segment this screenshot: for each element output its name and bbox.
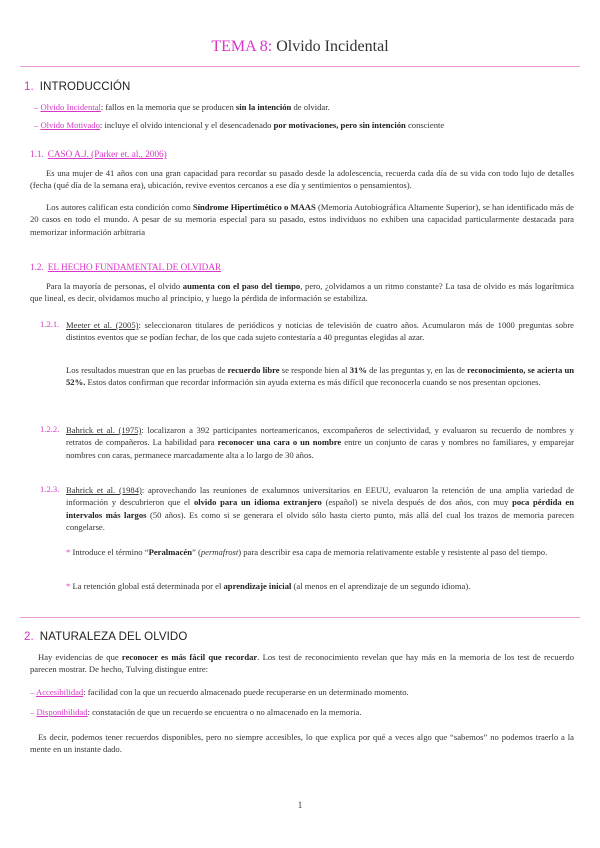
- paragraph: Es una mujer de 41 años con una gran capacidad para recordar su pasado desde la adolescencia, recuerda cada día de su vida con todo lujo de detalles (fecha (qué día de la semana era), ubicación, revive eventos cercanos a ese día y sentimientos o pensamientos).: [30, 168, 574, 191]
- item-number: 1.2.1.: [40, 319, 60, 329]
- paragraph: Los autores califican esta condición como Síndrome Hipertimético o MAAS (Memoria Autobiográfica Altamente Superior), se han identificado más de 20 casos en todo el mundo. A pesar de su memoria especial para su pasado, estos individuos no exhiben una capacidad particularmente destacada para memorizar información arbitraria: [30, 202, 574, 237]
- asterisk-bullet-icon: *: [66, 581, 71, 591]
- term-olvido-motivado: Olvido Motivado: [40, 120, 100, 130]
- title-text: Olvido Incidental: [276, 38, 389, 55]
- definition-disponibilidad: – Disponibilidad: constatación de que un recuerdo se encuentra o no almacenado en la memoria.: [30, 707, 362, 717]
- term-accesibilidad: Accesibilidad: [35, 687, 84, 697]
- paragraph: Es decir, podemos tener recuerdos disponibles, pero no siempre accesibles, lo que explica por qué a veces algo que “sabemos” no podemos traerlo a la mente en un instante dado.: [30, 732, 574, 755]
- definition-accesibilidad: – Accesibilidad: facilidad con la que un recuerdo almacenado puede recuperarse en un determinado momento.: [30, 687, 409, 697]
- title-divider: [20, 66, 580, 67]
- section-title: INTRODUCCIÓN: [39, 81, 131, 93]
- citation: Bahrick et al. (1975): [66, 425, 142, 435]
- section-number: 1.: [24, 81, 34, 93]
- definition-olvido-motivado: – Olvido Motivado: incluye el olvido intencional y el desencadenado por motivaciones, pero sin intención consciente: [34, 120, 445, 130]
- section-2-heading: [24, 631, 187, 643]
- asterisk-bullet-icon: *: [66, 547, 71, 557]
- bullet-item: * Introduce el término “Peralmacén” (permafrost) para describir esa capa de memoria relativamente estable y resistente al paso del tiempo.: [66, 547, 548, 557]
- section-number: 2.: [24, 631, 34, 643]
- paragraph: Meeter et al. (2005): seleccionaron titulares de periódicos y noticias de televisión de cuatro años. Acumularon más de 1000 preguntas sobre distintos eventos que se podían fechar, de los que cada sujeto contestaría a 40 preguntas elegidas al azar.: [66, 320, 574, 343]
- section-divider: [20, 617, 580, 618]
- section-title: NATURALEZA DEL OLVIDO: [39, 631, 188, 643]
- bullet-item: * La retención global está determinada por el aprendizaje inicial (al menos en el aprendizaje de un segundo idioma).: [66, 581, 471, 591]
- section-1-heading: [24, 81, 130, 93]
- term-olvido-incidental: Olvido Incidental: [40, 102, 101, 112]
- paragraph: Hay evidencias de que reconocer es más fácil que recordar. Los test de reconocimiento revelan que hay más en la memoria de los test de recuerdo parecen mostrar. De hecho, Tulving distingue entre:: [30, 652, 574, 675]
- page-title: [0, 38, 600, 56]
- title-number: TEMA 8:: [211, 38, 273, 55]
- citation: Bahrick et al. (1984): [66, 485, 142, 495]
- definition-olvido-incidental: – Olvido Incidental: fallos en la memoria que se producen sin la intención de olvidar.: [34, 102, 330, 112]
- page-number: 1: [297, 800, 303, 810]
- paragraph: Bahrick et al. (1984): aprovechando las reuniones de exalumnos universitarios en EEUU, evaluaron la retención de una amplia variedad de información y descubrieron que el olvido para un idioma extranjero (español) se nivela después de dos años, con muy poca pérdida en intervalos más largos (50 años). Es como si se generara el olvido sólo hasta cierto punto, más allá del cual los trazos de memoria parecen congelarse.: [66, 485, 574, 533]
- paragraph: Los resultados muestran que en las pruebas de recuerdo libre se responde bien al 31% de las preguntas y, en las de reconocimiento, se acierta un 52%. Estos datos confirman que recordar información sin ayuda externa es más difícil que reconocerla cuando se nos presentan opciones.: [66, 365, 575, 388]
- paragraph: Bahrick et al. (1975): localizaron a 392 participantes norteamericanos, excompañeros de selectividad, y evaluaron su recuerdo de nombres y retratos de compañeros. La habilidad para reconocer una cara o un nombre entre un conjunto de caras y nombres no familiares, y emparejar nombres con caras, permanece marcadamente alta a lo largo de 30 años.: [66, 425, 574, 460]
- item-number: 1.2.3.: [40, 484, 60, 494]
- paragraph: Para la mayoría de personas, el olvido aumenta con el paso del tiempo, pero, ¿olvidamos a un ritmo constante? La tasa de olvido es más logarítmica que lineal, es decir, olvidamos mucho al principio, y luego la pérdida de información se estabiliza.: [30, 281, 574, 304]
- term-disponibilidad: Disponibilidad: [36, 707, 88, 717]
- subsection-1-1-heading: 1.1. CASO A.J. (Parker et. al., 2006): [30, 149, 167, 159]
- citation: Meeter et al. (2005): [66, 320, 139, 330]
- subsection-1-2-heading: 1.2. EL HECHO FUNDAMENTAL DE OLVIDAR: [30, 262, 222, 272]
- item-number: 1.2.2.: [40, 424, 60, 434]
